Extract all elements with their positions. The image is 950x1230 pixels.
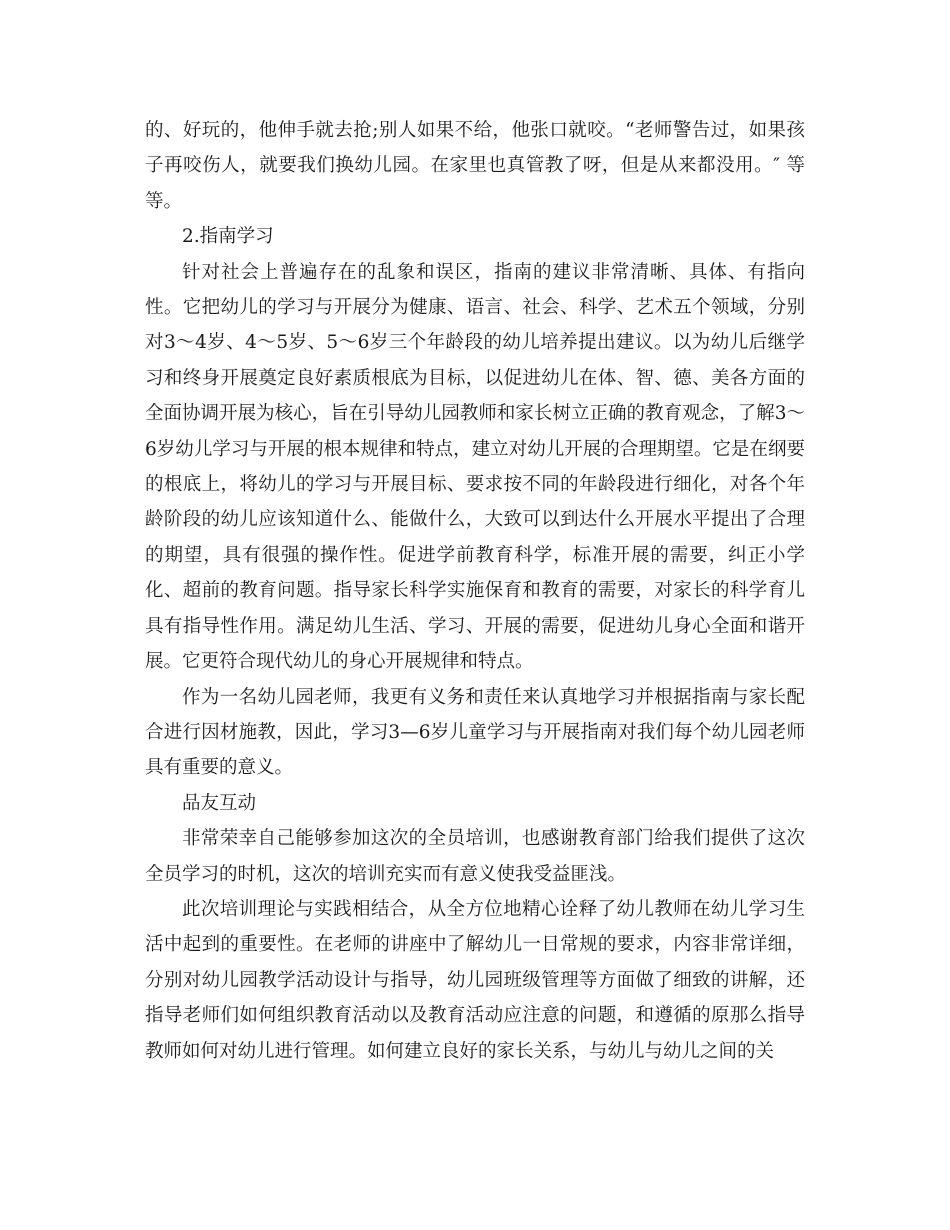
section-heading-pinyou: 品友互动 (182, 792, 257, 814)
paragraph-training-content: 此次培训理论与实践相结合，从全方位地精心诠释了幼儿教师在幼儿学习生活中起到的重要性。在老师的讲座中了解幼儿一日常规的要求，内容非常详细，分别对幼儿园教学活动设计与指导，幼儿园班级管理等方面做了细致的讲解，还指导老师们如何组织教育活动以及教育活动应注意的问题，和遵循的原那么指导教师如何对幼儿进行管理。如何建立良好的家长关系，与幼儿与幼儿之间的关 (145, 898, 805, 1062)
paragraph-continued: 的、好玩的，他伸手就去抢;别人如果不给，他张口就咬。“老师警告过，如果孩子再咬伤人，就要我们换幼儿园。在家里也真管教了呀，但是从来都没用。″ 等等。 (145, 120, 805, 212)
document-body (145, 113, 805, 1069)
paragraph-training-honor: 非常荣幸自己能够参加这次的全员培训，也感谢教育部门给我们提供了这次全员学习的时机，这次的培训充实而有意义使我受益匪浅。 (145, 828, 805, 885)
paragraph-teacher-duty: 作为一名幼儿园老师，我更有义务和责任来认真地学习并根据指南与家长配合进行因材施教，因此，学习3—6岁儿童学习与开展指南对我们每个幼儿园老师具有重要的意义。 (145, 686, 805, 779)
paragraph-guide-suggestions: 针对社会上普遍存在的乱象和误区，指南的建议非常清晰、具体、有指向性。它把幼儿的学习与开展分为健康、语言、社会、科学、艺术五个领域，分别对3～4岁、4～5岁、5～6岁三个年龄段的幼儿培养提出建议。以为幼儿后继学习和终身开展奠定良好素质根底为目标，以促进幼儿在体、智、德、美各方面的全面协调开展为核心，旨在引导幼儿园教师和家长树立正确的教育观念，了解3～6岁幼儿学习与开展的根本规律和特点，建立对幼儿开展的合理期望。它是在纲要的根底上，将幼儿的学习与开展目标、要求按不同的年龄段进行细化，对各个年龄阶段的幼儿应该知道什么、能做什么，大致可以到达什么开展水平提出了合理的期望，具有很强的操作性。促进学前教育科学，标准开展的需要，纠正小学化、超前的教育问题。指导家长科学实施保育和教育的需要，对家长的科学育儿具有指导性作用。满足幼儿生活、学习、开展的需要，促进幼儿身心全面和谐开展。它更符合现代幼儿的身心开展规律和特点。 (145, 261, 805, 673)
section-heading-guide-study: 2.指南学习 (182, 226, 274, 248)
